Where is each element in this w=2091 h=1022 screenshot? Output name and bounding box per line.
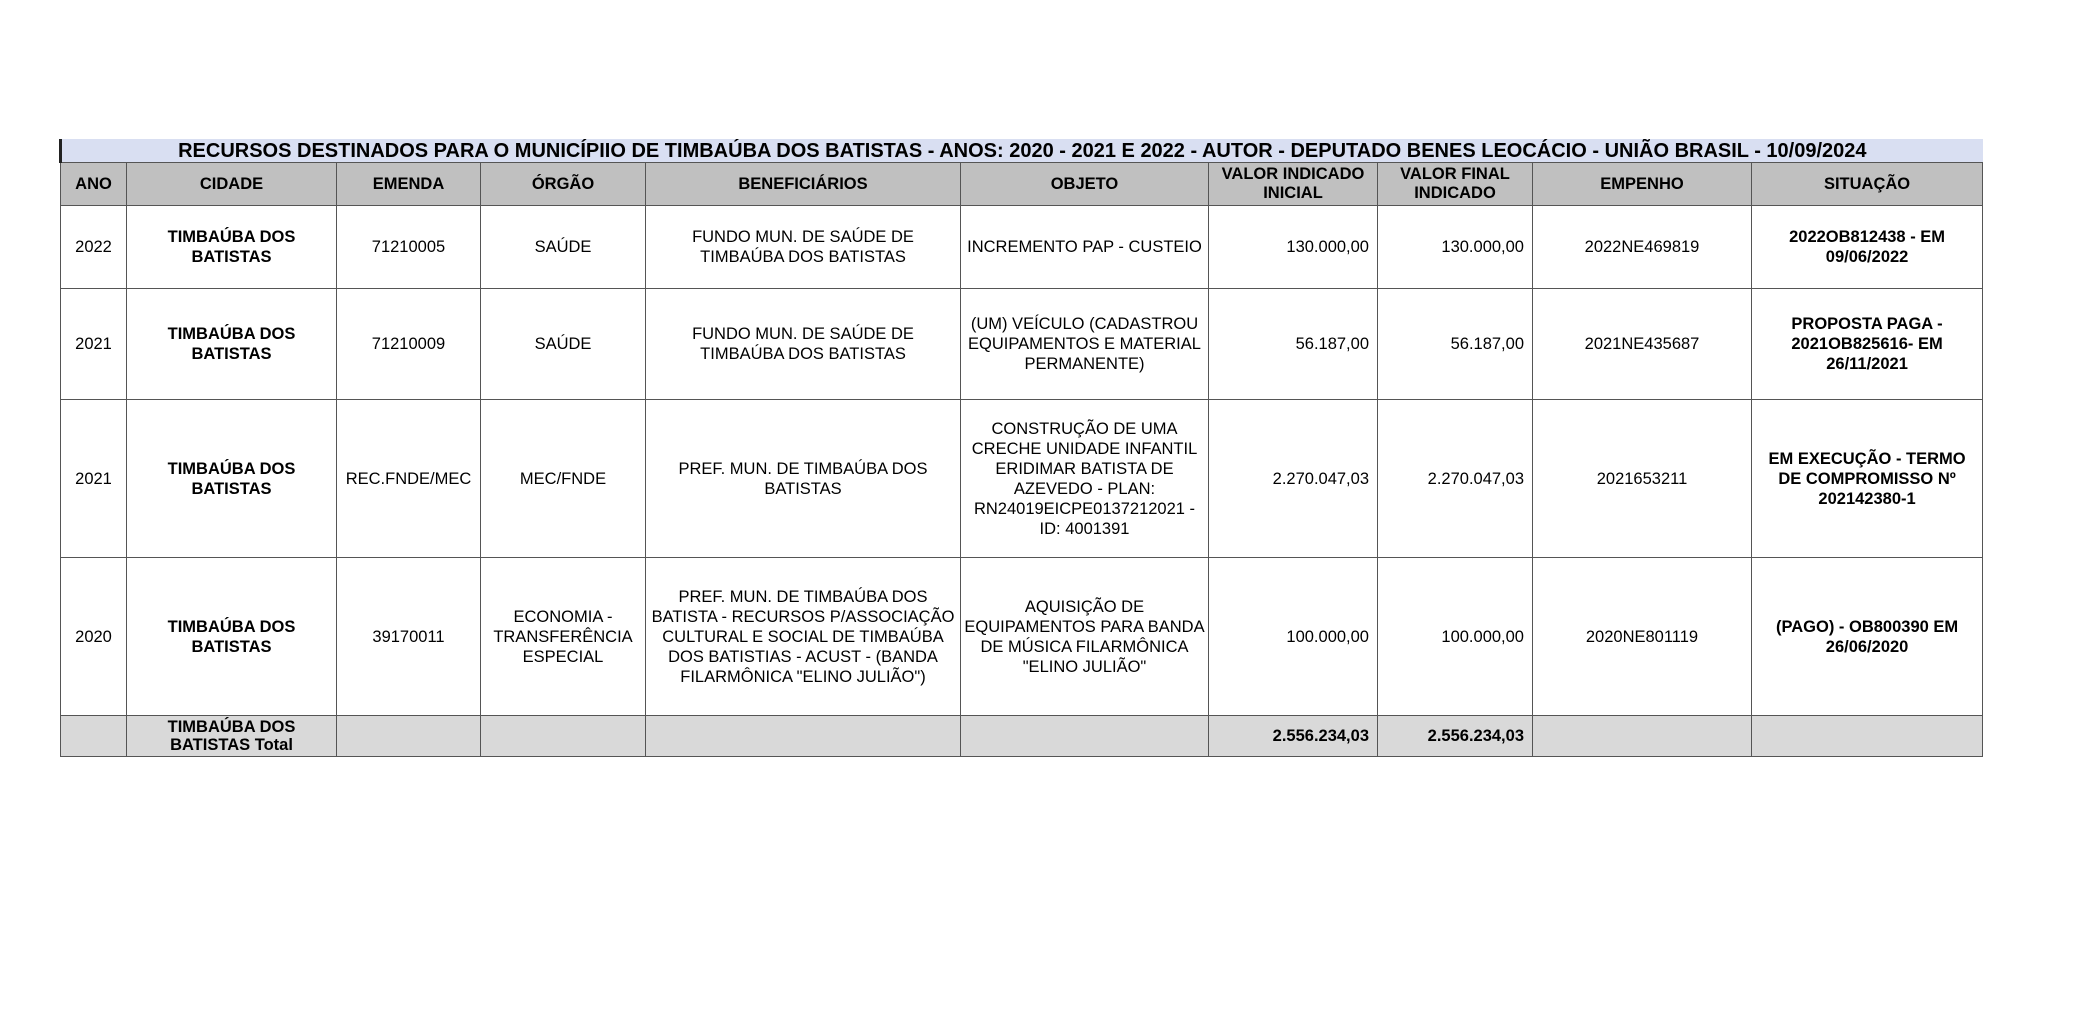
table-row [61, 289, 1983, 400]
header-emenda: EMENDA [337, 163, 481, 206]
cell-objeto: INCREMENTO PAP - CUSTEIO [961, 206, 1209, 289]
header-empenho: EMPENHO [1533, 163, 1752, 206]
header-row [61, 163, 1983, 206]
header-valor-inicial: VALOR INDICADO INICIAL [1209, 163, 1378, 206]
table-row [61, 206, 1983, 289]
title-row [61, 139, 1983, 163]
header-valor-final: VALOR FINAL INDICADO [1378, 163, 1533, 206]
resources-table [59, 139, 1983, 757]
table-title: RECURSOS DESTINADOS PARA O MUNICÍPIIO DE TIMBAÚBA DOS BATISTAS - ANOS: 2020 - 2021 E 2022 - AUTOR - DEPUTADO BENES LEOCÁCIO - UNIÃO BRASIL - 10/09/2024 [61, 139, 1983, 163]
cell-orgao: SAÚDE [481, 289, 646, 400]
cell-orgao: ECONOMIA - TRANSFERÊNCIA ESPECIAL [481, 558, 646, 716]
cell-situacao: PROPOSTA PAGA - 2021OB825616- EM 26/11/2021 [1752, 289, 1983, 400]
cell-situacao: EM EXECUÇÃO - TERMO DE COMPROMISSO Nº 202142380-1 [1752, 400, 1983, 558]
table-row [61, 400, 1983, 558]
cell-beneficiarios: FUNDO MUN. DE SAÚDE DE TIMBAÚBA DOS BATISTAS [646, 206, 961, 289]
total-cell-situacao [1752, 716, 1983, 757]
cell-valor-final: 130.000,00 [1378, 206, 1533, 289]
cell-valor-inicial: 2.270.047,03 [1209, 400, 1378, 558]
header-situacao: SITUAÇÃO [1752, 163, 1983, 206]
cell-situacao: 2022OB812438 - EM 09/06/2022 [1752, 206, 1983, 289]
cell-empenho: 2021653211 [1533, 400, 1752, 558]
cell-valor-inicial: 130.000,00 [1209, 206, 1378, 289]
cell-cidade: TIMBAÚBA DOS BATISTAS [127, 400, 337, 558]
header-ano: ANO [61, 163, 127, 206]
cell-valor-final: 56.187,00 [1378, 289, 1533, 400]
cell-objeto: AQUISIÇÃO DE EQUIPAMENTOS PARA BANDA DE MÚSICA FILARMÔNICA "ELINO JULIÃO" [961, 558, 1209, 716]
cell-objeto: CONSTRUÇÃO DE UMA CRECHE UNIDADE INFANTIL ERIDIMAR BATISTA DE AZEVEDO - PLAN: RN24019EICPE0137212021 - ID: 4001391 [961, 400, 1209, 558]
cell-cidade: TIMBAÚBA DOS BATISTAS [127, 289, 337, 400]
cell-emenda: 71210005 [337, 206, 481, 289]
total-cell-ano [61, 716, 127, 757]
total-cell-objeto [961, 716, 1209, 757]
cell-valor-final: 100.000,00 [1378, 558, 1533, 716]
total-cell-emenda [337, 716, 481, 757]
header-beneficiarios: BENEFICIÁRIOS [646, 163, 961, 206]
cell-orgao: SAÚDE [481, 206, 646, 289]
total-valor-final: 2.556.234,03 [1378, 716, 1533, 757]
total-cell-beneficiarios [646, 716, 961, 757]
header-orgao: ÓRGÃO [481, 163, 646, 206]
cell-ano: 2021 [61, 289, 127, 400]
total-row [61, 716, 1983, 757]
cell-ano: 2021 [61, 400, 127, 558]
cell-objeto: (UM) VEÍCULO (CADASTROU EQUIPAMENTOS E MATERIAL PERMANENTE) [961, 289, 1209, 400]
cell-valor-inicial: 100.000,00 [1209, 558, 1378, 716]
header-objeto: OBJETO [961, 163, 1209, 206]
cell-empenho: 2021NE435687 [1533, 289, 1752, 400]
total-label: TIMBAÚBA DOS BATISTAS Total [127, 716, 337, 757]
cell-cidade: TIMBAÚBA DOS BATISTAS [127, 558, 337, 716]
cell-ano: 2020 [61, 558, 127, 716]
cell-emenda: 71210009 [337, 289, 481, 400]
cell-beneficiarios: PREF. MUN. DE TIMBAÚBA DOS BATISTA - RECURSOS P/ASSOCIAÇÃO CULTURAL E SOCIAL DE TIMBAÚBA DOS BATISTIAS - ACUST - (BANDA FILARMÔNICA "ELINO JULIÃO") [646, 558, 961, 716]
cell-situacao: (PAGO) - OB800390 EM 26/06/2020 [1752, 558, 1983, 716]
total-valor-inicial: 2.556.234,03 [1209, 716, 1378, 757]
cell-valor-final: 2.270.047,03 [1378, 400, 1533, 558]
cell-empenho: 2022NE469819 [1533, 206, 1752, 289]
cell-empenho: 2020NE801119 [1533, 558, 1752, 716]
total-cell-empenho [1533, 716, 1752, 757]
cell-beneficiarios: PREF. MUN. DE TIMBAÚBA DOS BATISTAS [646, 400, 961, 558]
cell-ano: 2022 [61, 206, 127, 289]
cell-orgao: MEC/FNDE [481, 400, 646, 558]
cell-emenda: REC.FNDE/MEC [337, 400, 481, 558]
cell-cidade: TIMBAÚBA DOS BATISTAS [127, 206, 337, 289]
cell-valor-inicial: 56.187,00 [1209, 289, 1378, 400]
cell-emenda: 39170011 [337, 558, 481, 716]
header-cidade: CIDADE [127, 163, 337, 206]
cell-beneficiarios: FUNDO MUN. DE SAÚDE DE TIMBAÚBA DOS BATISTAS [646, 289, 961, 400]
table-row [61, 558, 1983, 716]
total-cell-orgao [481, 716, 646, 757]
